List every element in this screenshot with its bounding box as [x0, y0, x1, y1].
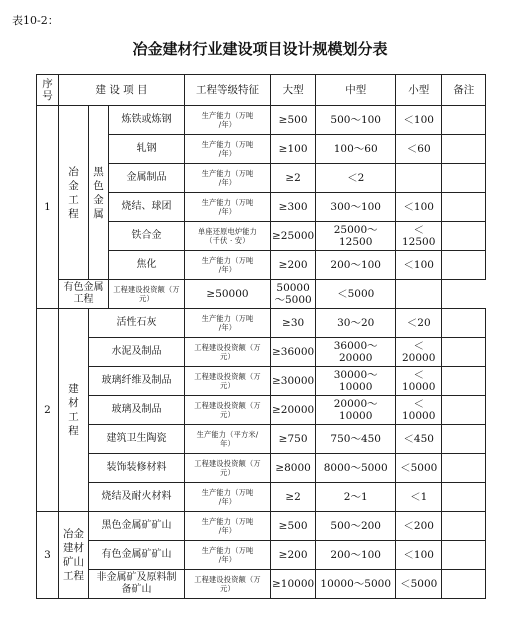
- small-cell: ＜20000: [396, 338, 442, 367]
- feature-cell: 生产能力（万吨 /年）: [185, 512, 271, 541]
- note-cell: [442, 251, 486, 280]
- table-caption: 表10-2：: [12, 14, 59, 27]
- feature-cell: 工程建设投资额（万 元）: [185, 570, 271, 599]
- small-cell: ＜10000: [396, 396, 442, 425]
- medium-cell: 500～200: [316, 512, 396, 541]
- header-small: 小型: [396, 75, 442, 106]
- item-name: 玻璃及制品: [89, 396, 185, 425]
- note-cell: [442, 222, 486, 251]
- small-cell: [396, 164, 442, 193]
- header-no: 序号: [37, 75, 59, 106]
- large-cell: ≥36000: [271, 338, 316, 367]
- feature-cell: 工程建设投资额（万 元）: [185, 338, 271, 367]
- subcategory-label: 黑 色 金 属: [89, 106, 109, 280]
- feature-cell: 工程建设投资额（万 元）: [185, 454, 271, 483]
- small-cell: ＜10000: [396, 367, 442, 396]
- scale-table: [36, 74, 486, 599]
- feature-cell: 单座还原电炉能力 （千伏 · 安）: [185, 222, 271, 251]
- table-row: [37, 425, 486, 454]
- item-name: 装饰装修材料: [89, 454, 185, 483]
- table-row: [37, 512, 486, 541]
- large-cell: ≥50000: [185, 280, 271, 309]
- medium-cell: 300～100: [316, 193, 396, 222]
- small-cell: ＜450: [396, 425, 442, 454]
- header-row: [37, 75, 486, 106]
- small-cell: ＜20: [396, 309, 442, 338]
- note-cell: [442, 106, 486, 135]
- medium-cell: 20000～10000: [316, 396, 396, 425]
- small-cell: ＜5000: [316, 280, 396, 309]
- item-name: 焦化: [109, 251, 185, 280]
- medium-cell: 8000～5000: [316, 454, 396, 483]
- note-cell: [442, 164, 486, 193]
- feature-cell: 生产能力（万吨 /年）: [185, 309, 271, 338]
- feature-cell: 生产能力（万吨 /年）: [185, 193, 271, 222]
- row-number: 2: [37, 309, 59, 512]
- medium-cell: 500～100: [316, 106, 396, 135]
- note-cell: [442, 425, 486, 454]
- note-cell: [442, 338, 486, 367]
- medium-cell: ＜2: [316, 164, 396, 193]
- small-cell: ＜100: [396, 541, 442, 570]
- medium-cell: 750～450: [316, 425, 396, 454]
- large-cell: ≥300: [271, 193, 316, 222]
- item-name: 有色金属工程: [59, 280, 109, 309]
- note-cell: [442, 454, 486, 483]
- note-cell: [442, 193, 486, 222]
- item-name: 烧结及耐火材料: [89, 483, 185, 512]
- large-cell: ≥25000: [271, 222, 316, 251]
- small-cell: ＜1: [396, 483, 442, 512]
- feature-cell: 生产能力（万吨 /年）: [185, 106, 271, 135]
- small-cell: ＜200: [396, 512, 442, 541]
- note-cell: [396, 280, 442, 309]
- table-row: [37, 454, 486, 483]
- medium-cell: 30～20: [316, 309, 396, 338]
- feature-cell: 工程建设投资额（万 元）: [185, 367, 271, 396]
- table-row: [37, 280, 486, 309]
- small-cell: ＜100: [396, 193, 442, 222]
- large-cell: ≥10000: [271, 570, 316, 599]
- large-cell: ≥200: [271, 541, 316, 570]
- small-cell: ＜100: [396, 106, 442, 135]
- small-cell: ＜60: [396, 135, 442, 164]
- header-medium: 中型: [316, 75, 396, 106]
- note-cell: [442, 309, 486, 338]
- note-cell: [442, 541, 486, 570]
- small-cell: ＜100: [396, 251, 442, 280]
- table-row: [37, 541, 486, 570]
- category-label: 冶金 建材 矿山 工程: [59, 512, 89, 599]
- feature-cell: 生产能力（万吨 /年）: [185, 541, 271, 570]
- table-row: [37, 483, 486, 512]
- small-cell: ＜12500: [396, 222, 442, 251]
- item-name: 烧结、球团: [109, 193, 185, 222]
- item-name: 轧钢: [109, 135, 185, 164]
- note-cell: [442, 483, 486, 512]
- medium-cell: 100～60: [316, 135, 396, 164]
- item-name: 炼铁或炼钢: [109, 106, 185, 135]
- row-number: 3: [37, 512, 59, 599]
- note-cell: [442, 512, 486, 541]
- note-cell: [442, 396, 486, 425]
- large-cell: ≥500: [271, 512, 316, 541]
- large-cell: ≥100: [271, 135, 316, 164]
- item-name: 黑色金属矿矿山: [89, 512, 185, 541]
- large-cell: ≥750: [271, 425, 316, 454]
- category-label: 建 材 工 程: [59, 309, 89, 512]
- feature-cell: 生产能力（万吨 /年）: [185, 483, 271, 512]
- table-row: [37, 106, 486, 135]
- item-name: 非金属矿及原料制 备矿山: [89, 570, 185, 599]
- table-row: [37, 309, 486, 338]
- large-cell: ≥2: [271, 483, 316, 512]
- large-cell: ≥30: [271, 309, 316, 338]
- item-name: 有色金属矿矿山: [89, 541, 185, 570]
- page-title: 冶金建材行业建设项目设计规模划分表: [132, 40, 388, 58]
- medium-cell: 50000～5000: [271, 280, 316, 309]
- feature-cell: 工程建设投资额（万 元）: [109, 280, 185, 309]
- medium-cell: 36000～20000: [316, 338, 396, 367]
- medium-cell: 200～100: [316, 541, 396, 570]
- header-large: 大型: [271, 75, 316, 106]
- row-number: 1: [37, 106, 59, 309]
- feature-cell: 生产能力（万吨 /年）: [185, 251, 271, 280]
- table-row: [37, 338, 486, 367]
- table-row: [37, 396, 486, 425]
- header-note: 备注: [442, 75, 486, 106]
- item-name: 玻璃纤维及制品: [89, 367, 185, 396]
- note-cell: [442, 135, 486, 164]
- item-name: 铁合金: [109, 222, 185, 251]
- feature-cell: 生产能力（万吨 /年）: [185, 135, 271, 164]
- feature-cell: 生产能力（万吨 /年）: [185, 164, 271, 193]
- small-cell: ＜5000: [396, 454, 442, 483]
- medium-cell: 2～1: [316, 483, 396, 512]
- large-cell: ≥200: [271, 251, 316, 280]
- large-cell: ≥8000: [271, 454, 316, 483]
- item-name: 水泥及制品: [89, 338, 185, 367]
- table-row: [37, 570, 486, 599]
- header-item: 建 设 项 目: [59, 75, 185, 106]
- medium-cell: 30000～10000: [316, 367, 396, 396]
- large-cell: ≥500: [271, 106, 316, 135]
- category-label: 冶 金 工 程: [59, 106, 89, 280]
- large-cell: ≥2: [271, 164, 316, 193]
- small-cell: ＜5000: [396, 570, 442, 599]
- item-name: 活性石灰: [89, 309, 185, 338]
- large-cell: ≥20000: [271, 396, 316, 425]
- note-cell: [442, 570, 486, 599]
- note-cell: [442, 367, 486, 396]
- medium-cell: 200～100: [316, 251, 396, 280]
- feature-cell: 生产能力（平方米/ 年）: [185, 425, 271, 454]
- header-feature: 工程等级特征: [185, 75, 271, 106]
- item-name: 金属制品: [109, 164, 185, 193]
- table-row: [37, 367, 486, 396]
- medium-cell: 25000～12500: [316, 222, 396, 251]
- large-cell: ≥30000: [271, 367, 316, 396]
- medium-cell: 10000～5000: [316, 570, 396, 599]
- feature-cell: 工程建设投资额（万 元）: [185, 396, 271, 425]
- item-name: 建筑卫生陶瓷: [89, 425, 185, 454]
